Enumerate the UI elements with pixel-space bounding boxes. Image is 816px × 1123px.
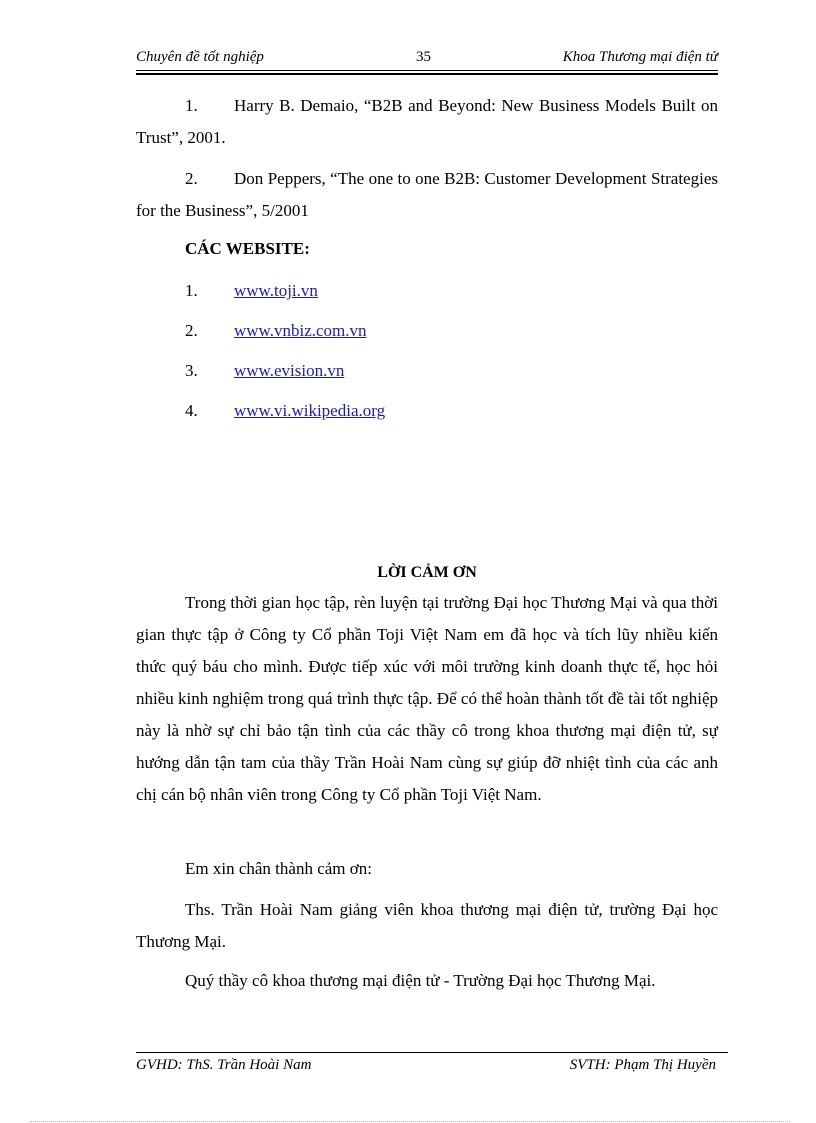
website-number: 1. [185,281,198,300]
reference-item [136,90,718,154]
page-header [136,49,718,71]
website-link[interactable]: www.evision.vn [234,361,345,380]
website-link[interactable]: www.vnbiz.com.vn [234,321,367,340]
acknowledgement-title: LỜI CẢM ƠN [377,564,477,581]
page-number: 35 [416,49,431,65]
acknowledgement-paragraph: Quý thầy cô khoa thương mại điện tử - Trường Đại học Thương Mại. [185,971,656,990]
website-link[interactable]: www.toji.vn [234,281,318,300]
reference-text: Don Peppers, “The one to one B2B: Customer Development Strategies for the Business”, 5/2001 [136,169,718,220]
website-item [185,401,385,421]
reference-text: Harry B. Demaio, “B2B and Beyond: New Business Models Built on Trust”, 2001. [136,96,718,147]
reference-number: 2. [185,169,198,188]
website-item [185,281,318,301]
acknowledgement-paragraph: Trong thời gian học tập, rèn luyện tại trường Đại học Thương Mại và qua thời gian thực tập ở Công ty Cổ phần Toji Việt Nam em đã học và tích lũy nhiều kiến thức quý báu cho mình. Được tiếp xúc với môi trường kinh doanh thực tế, học hỏi nhiều kinh nghiệm trong quá trình thực tập. Để có thể hoàn thành tốt đề tài tốt nghiệp này là nhờ sự chỉ bảo tận tình của các thầy cô trong khoa thương mại điện tử, sự hướng dẫn tận tam của thầy Trần Hoài Nam cùng sự giúp đỡ nhiệt tình của các anh chị cán bộ nhân viên trong Công ty Cổ phần Toji Việt Nam. [136,593,718,804]
website-item [185,361,344,381]
header-right: Khoa Thương mại điện tử [562,49,718,65]
page-bottom-border [30,1121,790,1122]
header-left: Chuyên đề tốt nghiệp [136,49,264,65]
footer-left: GVHD: ThS. Trần Hoài Nam [136,1057,312,1073]
footer-right: SVTH: Phạm Thị Huyền [569,1057,716,1073]
header-rule [136,70,718,71]
header-rule-thick [136,73,718,75]
website-number: 2. [185,321,198,340]
acknowledgement-paragraph: Ths. Trần Hoài Nam giảng viên khoa thương mại điện tử, trường Đại học Thương Mại. [136,900,718,951]
website-number: 3. [185,361,198,380]
footer-rule [136,1052,728,1053]
website-link[interactable]: www.vi.wikipedia.org [234,401,386,420]
website-item [185,321,367,341]
website-number: 4. [185,401,198,420]
reference-item [136,163,718,227]
websites-heading: CÁC WEBSITE: [185,239,310,258]
reference-number: 1. [185,96,198,115]
acknowledgement-paragraph: Em xin chân thành cảm ơn: [185,859,372,878]
